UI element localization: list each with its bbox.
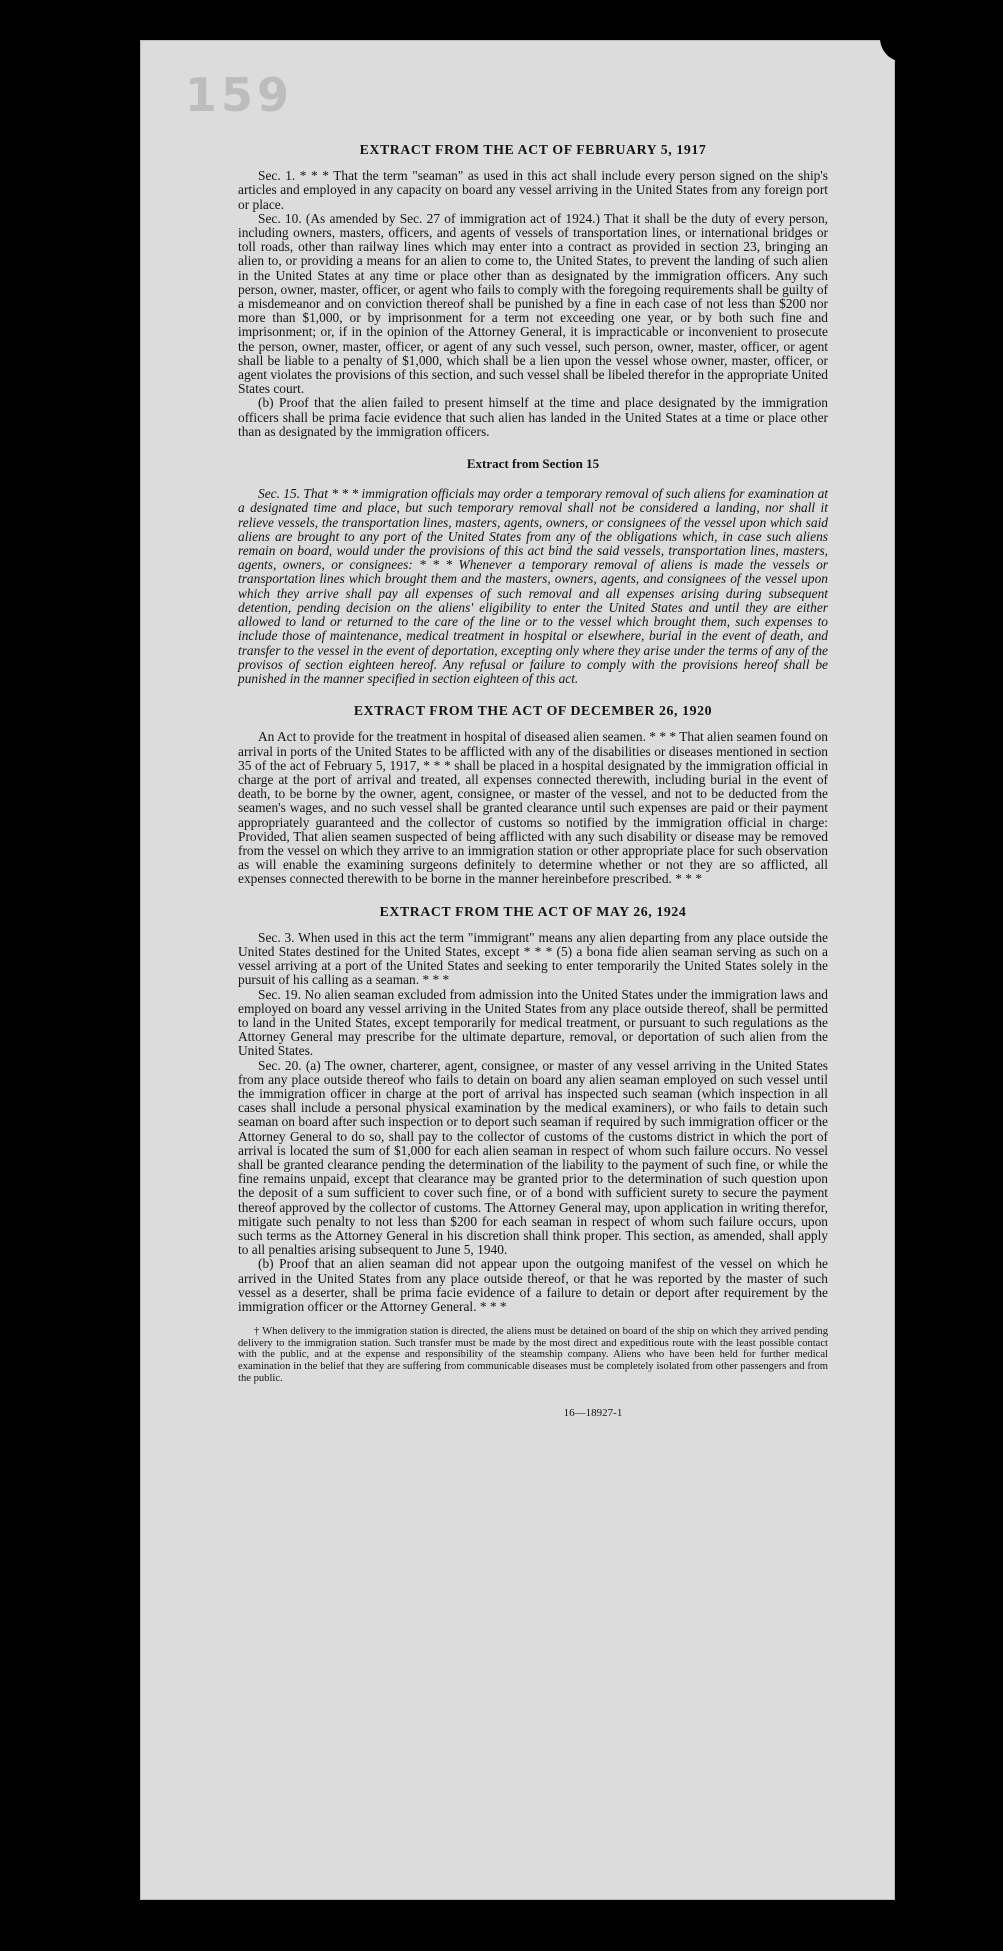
section-paragraph: Sec. 3. When used in this act the term "immigrant" means any alien departing from any place outside the United States destined for the United States, except * * * (5) a bona fide alien seaman serving as such on a vessel arriving at a port of the United States and seeking to enter temporarily the United States solely in the pursuit of his calling as a seaman. * * * [238,929,828,988]
page-stamp: 159 [185,68,294,122]
document-page [140,40,895,1900]
section-paragraph: (b) Proof that an alien seaman did not appear upon the outgoing manifest of the vessel on which he arrived in the United States from any place outside thereof, or that he was reported by the master of such vessel as a deserter, shall be prima facie evidence of a failure to detain or deport after requirement by the immigration officer or the Attorney General. * * * [238,1256,828,1315]
punch-hole-2 [900,630,948,678]
punch-hole-1 [900,470,948,518]
footnote: † When delivery to the immigration station is directed, the aliens must be detained on board of the ship on which they arrived pending delivery to the immigration station. Such transfer must be made by the most direct and expeditious route with the least possible contact with the public, and at the expense and responsibility of the steamship company. Aliens who have been held for further medical examination in the belief that they are suffering from communicable diseases must be completely isolated from other passengers and from the public. [238,1326,828,1384]
section-paragraph: (b) Proof that the alien failed to present himself at the time and place designated by the immigration officers shall be prima facie evidence that such alien has landed in the United States at a time or place other than as designated by the immigration officers. [238,395,828,439]
punch-hole-4 [900,1660,948,1708]
section-heading: EXTRACT FROM THE ACT OF FEBRUARY 5, 1917 [359,142,707,157]
section-heading: Extract from Section 15 [466,456,600,472]
section-paragraph: An Act to provide for the treatment in hospital of diseased alien seamen. * * * That alien seamen found on arrival in ports of the United States to be afflicted with any of the disabilities or diseases mentioned in section 35 of the act of February 5, 1917, * * * shall be placed in a hospital designated by the immigration official in charge at the port of arrival and treated, all expenses connected therewith, including burial in the event of death, to be borne by the owner, agent, consignee, or master of the vessel, and not to be deducted from the seamen's wages, and no such vessel shall be granted clearance until such expenses are paid or their payment appropriately guaranteed and the collector of customs so notified by the immigration official in charge: Provided, That alien seamen suspected of being afflicted with any such disability or disease may be removed from the vessel on which they arrive to an immigration station or other appropriate place for such observation as will enable the examining surgeons definitely to determine whether or not they are so afflicted, all expenses connected therewith to be borne in the manner hereinbefore prescribed. * * * [238,729,828,887]
document-body [238,135,828,1420]
section-heading: EXTRACT FROM THE ACT OF MAY 26, 1924 [379,903,687,919]
section-paragraph: Sec. 15. That * * * immigration officials may order a temporary removal of such aliens for examination at a designated time and place, but such temporary removal shall not be considered a landing, nor shall it relieve vessels, the transportation lines, masters, agents, owners, or consignees of the vessel upon which said aliens are brought to any port of the United States from any of the obligations which, in case such aliens remain on board, would under the provisions of this act bind the said vessels, transportation lines, masters, agents, owners, or consignees: * * * Whenever a temporary removal of aliens is made the vessels or transportation lines which brought them and the masters, owners, agents, and consignees of the vessel upon which they arrive shall pay all expenses of such removal and all expenses arising during subsequent detention, pending decision on the aliens' eligibility to enter the United States and until they are either allowed to land or returned to the care of the line or to the vessel which brought them, such expenses to include those of maintenance, medical treatment in hospital or elsewhere, burial in the event of death, and transfer to the vessel in the event of deportation, excepting only where they arise under the terms of any of the provisos of section eighteen hereof. Any refusal or failure to comply with the provisions hereof shall be punished in the manner specified in section eighteen of this act. [238,486,828,686]
section-heading: EXTRACT FROM THE ACT OF DECEMBER 26, 1920 [353,703,713,719]
form-number: 16—18927-1 [563,1407,623,1420]
section-paragraph: Sec. 20. (a) The owner, charterer, agent, consignee, or master of any vessel arriving in the United States from any place outside thereof who fails to detain on board any alien seaman employed on such vessel until the immigration officer in charge at the port of arrival has inspected such seaman (which inspection in all cases shall include a personal physical examination by the medical examiners), or who fails to detain such seaman on board after such inspection or to deport such seaman if required by such immigration officer or the Attorney General to do so, shall pay to the collector of customs of the customs district in which the port of arrival is located the sum of $1,000 for each alien seaman in respect of whom such failure occurs. No vessel shall be granted clearance pending the determination of the liability to the payment of such fine, or while the fine remains unpaid, except that clearance may be granted prior to the determination of such question upon the deposit of a sum sufficient to cover such fine, or of a bond with sufficient surety to secure the payment thereof approved by the collector of customs. The Attorney General may, upon application in writing therefor, mitigate such penalty to not less than $200 for each seaman in respect of whom such failure occurs, upon such terms as the Attorney General in his discretion shall think proper. This section, as amended, shall apply to all penalties arising subsequent to June 5, 1940. [238,1057,828,1258]
punch-hole-3 [905,1500,953,1548]
section-paragraph: Sec. 19. No alien seaman excluded from admission into the United States under the immigration laws and employed on board any vessel arriving in the United States from any place outside thereof, shall be permitted to land in the United States, except temporarily for medical treatment, or pursuant to such regulations as the Attorney General may prescribe for the ultimate departure, removal, or deportation of such alien from the United States. [238,986,828,1059]
section-paragraph: Sec. 1. * * * That the term "seaman" as used in this act shall include every person signed on the ship's articles and employed in any capacity on board any vessel arriving in the United States from any foreign port or place. [238,168,828,212]
punch-hole-top [880,14,928,62]
section-paragraph: Sec. 10. (As amended by Sec. 27 of immigration act of 1924.) That it shall be the duty of every person, including owners, masters, officers, and agents of vessels of transportation lines, or international bridges or toll roads, other than railway lines which may enter into a contract as provided in section 23, bringing an alien to, or providing a means for an alien to come to, the United States, to prevent the landing of such alien in the United States at any time or place other than as designated by the immigration officers. Any such person, owner, master, officer, or agent who fails to comply with the foregoing requirements shall be guilty of a misdemeanor and on conviction thereof shall be punished by a fine in each case of not less than $200 nor more than $1,000, or by imprisonment for a term not exceeding one year, or by both such fine and imprisonment; or, if in the opinion of the Attorney General, it is impracticable or inconvenient to prosecute the person, owner, master, officer, or agent of any such vessel, such person, owner, master, officer, or agent shall be liable to a penalty of $1,000, which shall be a lien upon the vessel whose owner, master, officer, or agent violates the provisions of this section, and such vessel shall be libeled therefor in the appropriate United States court. [238,210,828,397]
